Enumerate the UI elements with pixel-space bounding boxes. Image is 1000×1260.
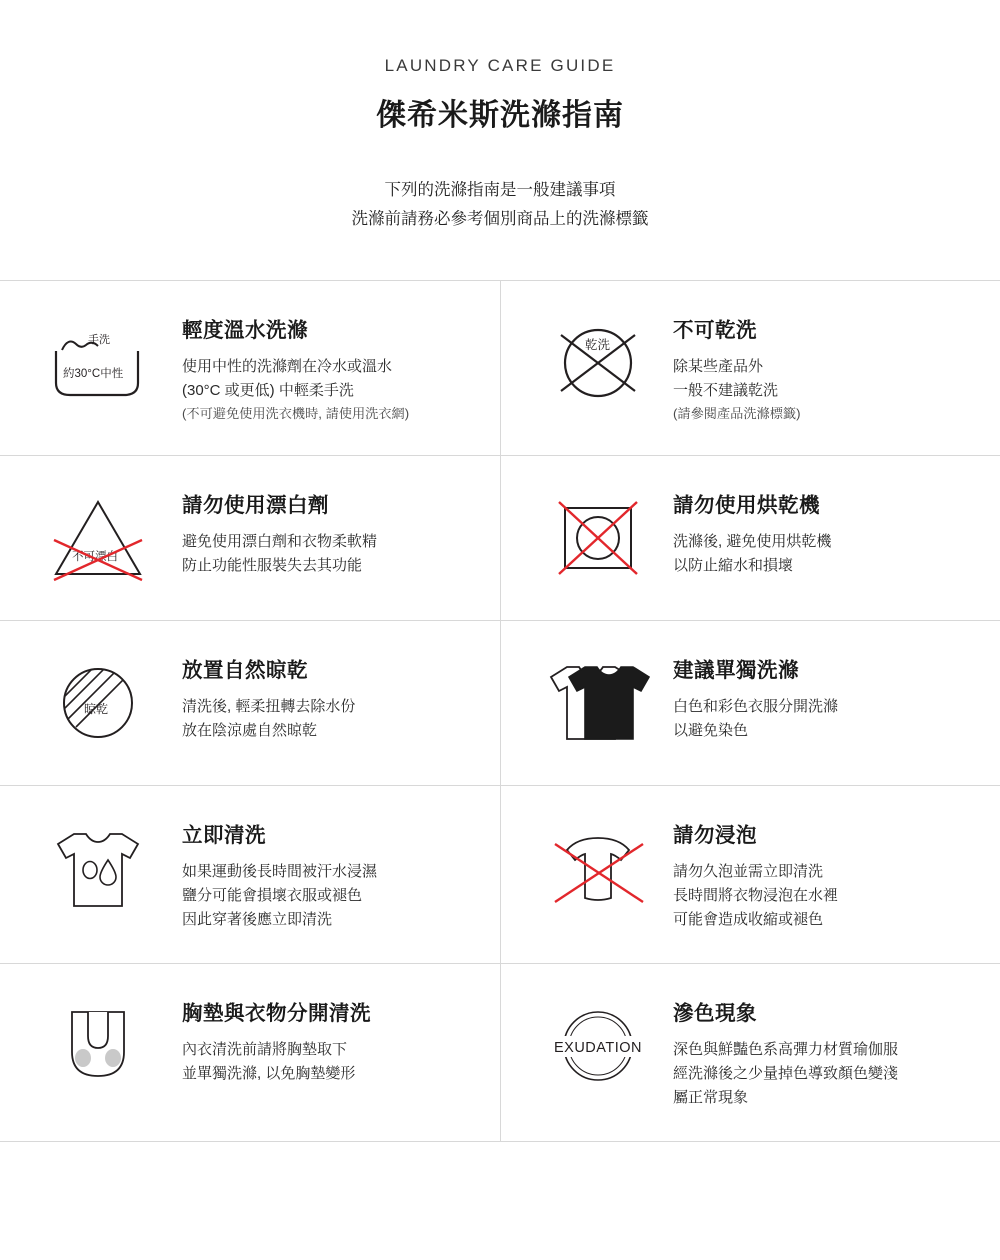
bottom-spacer [0,1142,1000,1260]
care-text [182,816,377,933]
care-heading: 滲色現象 [673,1001,757,1025]
care-note: (請參閱產品洗滌標籤) [673,406,801,422]
care-text [673,486,831,579]
care-line: 如果運動後長時間被汗水浸濕 [182,862,378,880]
care-row [0,281,1000,456]
care-line: 屬正常現象 [673,1089,749,1107]
care-item-wash-separately [500,621,1000,785]
care-text [182,311,409,425]
wash-separately-icon [523,651,673,755]
no-soaking-icon [523,816,673,920]
page-header [0,0,1000,234]
care-line: 內衣清洗前請將胸墊取下 [182,1040,348,1058]
svg-text:約30°C中性: 約30°C中性 [63,367,124,380]
care-line: 因此穿著後應立即清洗 [182,911,333,929]
care-item-bra-pad [0,964,500,1141]
care-line: 清洗後, 輕柔扭轉去除水份 [182,697,356,715]
care-line: 可能會造成收縮或褪色 [673,911,824,929]
care-row [0,621,1000,786]
care-text [673,994,898,1111]
care-line: 放在陰涼處自然晾乾 [182,722,318,740]
care-heading: 請勿使用烘乾機 [673,493,820,517]
wash-immediately-icon [14,816,182,920]
care-heading: 建議單獨洗滌 [673,658,799,682]
care-line: 使用中性的洗滌劑在冷水或溫水 [182,357,393,375]
no-bleach-icon [14,486,182,590]
care-line: 以避免染色 [673,722,749,740]
care-text [182,486,377,579]
care-item-exudation [500,964,1000,1141]
care-heading: 請勿使用漂白劑 [182,493,329,517]
subtitle-block [0,176,1000,234]
svg-text:晾乾: 晾乾 [84,701,109,716]
exudation-icon [523,994,673,1098]
care-row [0,786,1000,964]
care-line: 洗滌後, 避免使用烘乾機 [673,532,832,550]
care-line: 請勿久泡並需立即清洗 [673,862,824,880]
care-line: 白色和彩色衣服分開洗滌 [673,697,839,715]
eyebrow-text: LAUNDRY CARE GUIDE [384,56,616,75]
care-line: 避免使用漂白劑和衣物柔軟精 [182,532,378,550]
care-text [673,816,838,933]
care-line: 深色與鮮豔色系高彈力材質瑜伽服 [673,1040,899,1058]
care-line: 鹽分可能會損壞衣服或褪色 [182,887,363,905]
care-line: 經洗滌後之少量掉色導致顏色變淺 [673,1064,899,1082]
care-line: 一般不建議乾洗 [673,382,779,400]
care-instructions-grid [0,280,1000,1142]
care-row [0,964,1000,1142]
care-item-hand-wash [0,281,500,455]
care-line: 防止功能性服裝失去其功能 [182,557,363,575]
care-heading: 請勿浸泡 [673,823,757,847]
subtitle-line-2: 洗滌前請務必參考個別商品上的洗滌標籤 [351,209,649,228]
care-heading: 放置自然晾乾 [182,658,308,682]
care-heading: 輕度溫水洗滌 [182,318,308,342]
care-text [182,651,355,744]
hand-wash-icon [14,311,182,415]
subtitle-line-1: 下列的洗滌指南是一般建議事項 [384,181,616,199]
care-item-no-dry-clean [500,281,1000,455]
svg-text:EXUDATION: EXUDATION [553,1039,643,1056]
care-item-no-bleach [0,456,500,620]
care-item-no-soaking [500,786,1000,963]
care-item-line-dry [0,621,500,785]
no-tumble-dry-icon [523,486,673,590]
care-row [0,456,1000,621]
care-text [182,994,371,1087]
svg-text:不可漂白: 不可漂白 [72,550,118,563]
care-heading: 胸墊與衣物分開清洗 [182,1001,371,1025]
page-title: 傑希米斯洗滌指南 [376,99,624,132]
no-dry-clean-icon [523,311,673,415]
care-line: 以防止縮水和損壞 [673,557,794,575]
care-heading: 立即清洗 [182,823,266,847]
care-item-wash-immediately [0,786,500,963]
care-note: (不可避免使用洗衣機時, 請使用洗衣網) [182,406,410,422]
care-text [673,651,838,744]
care-line: 長時間將衣物浸泡在水裡 [673,887,839,905]
care-line: 除某些產品外 [673,357,764,375]
svg-text:手洗: 手洗 [88,333,110,346]
line-dry-shade-icon [14,651,182,755]
care-line: (30°C 或更低) 中輕柔手洗 [182,382,354,400]
svg-text:乾洗: 乾洗 [585,337,611,352]
care-item-no-tumble-dry [500,456,1000,620]
care-text [673,311,800,425]
care-heading: 不可乾洗 [673,318,757,342]
care-line: 並單獨洗滌, 以免胸墊變形 [182,1064,356,1082]
bra-pad-icon [14,994,182,1098]
